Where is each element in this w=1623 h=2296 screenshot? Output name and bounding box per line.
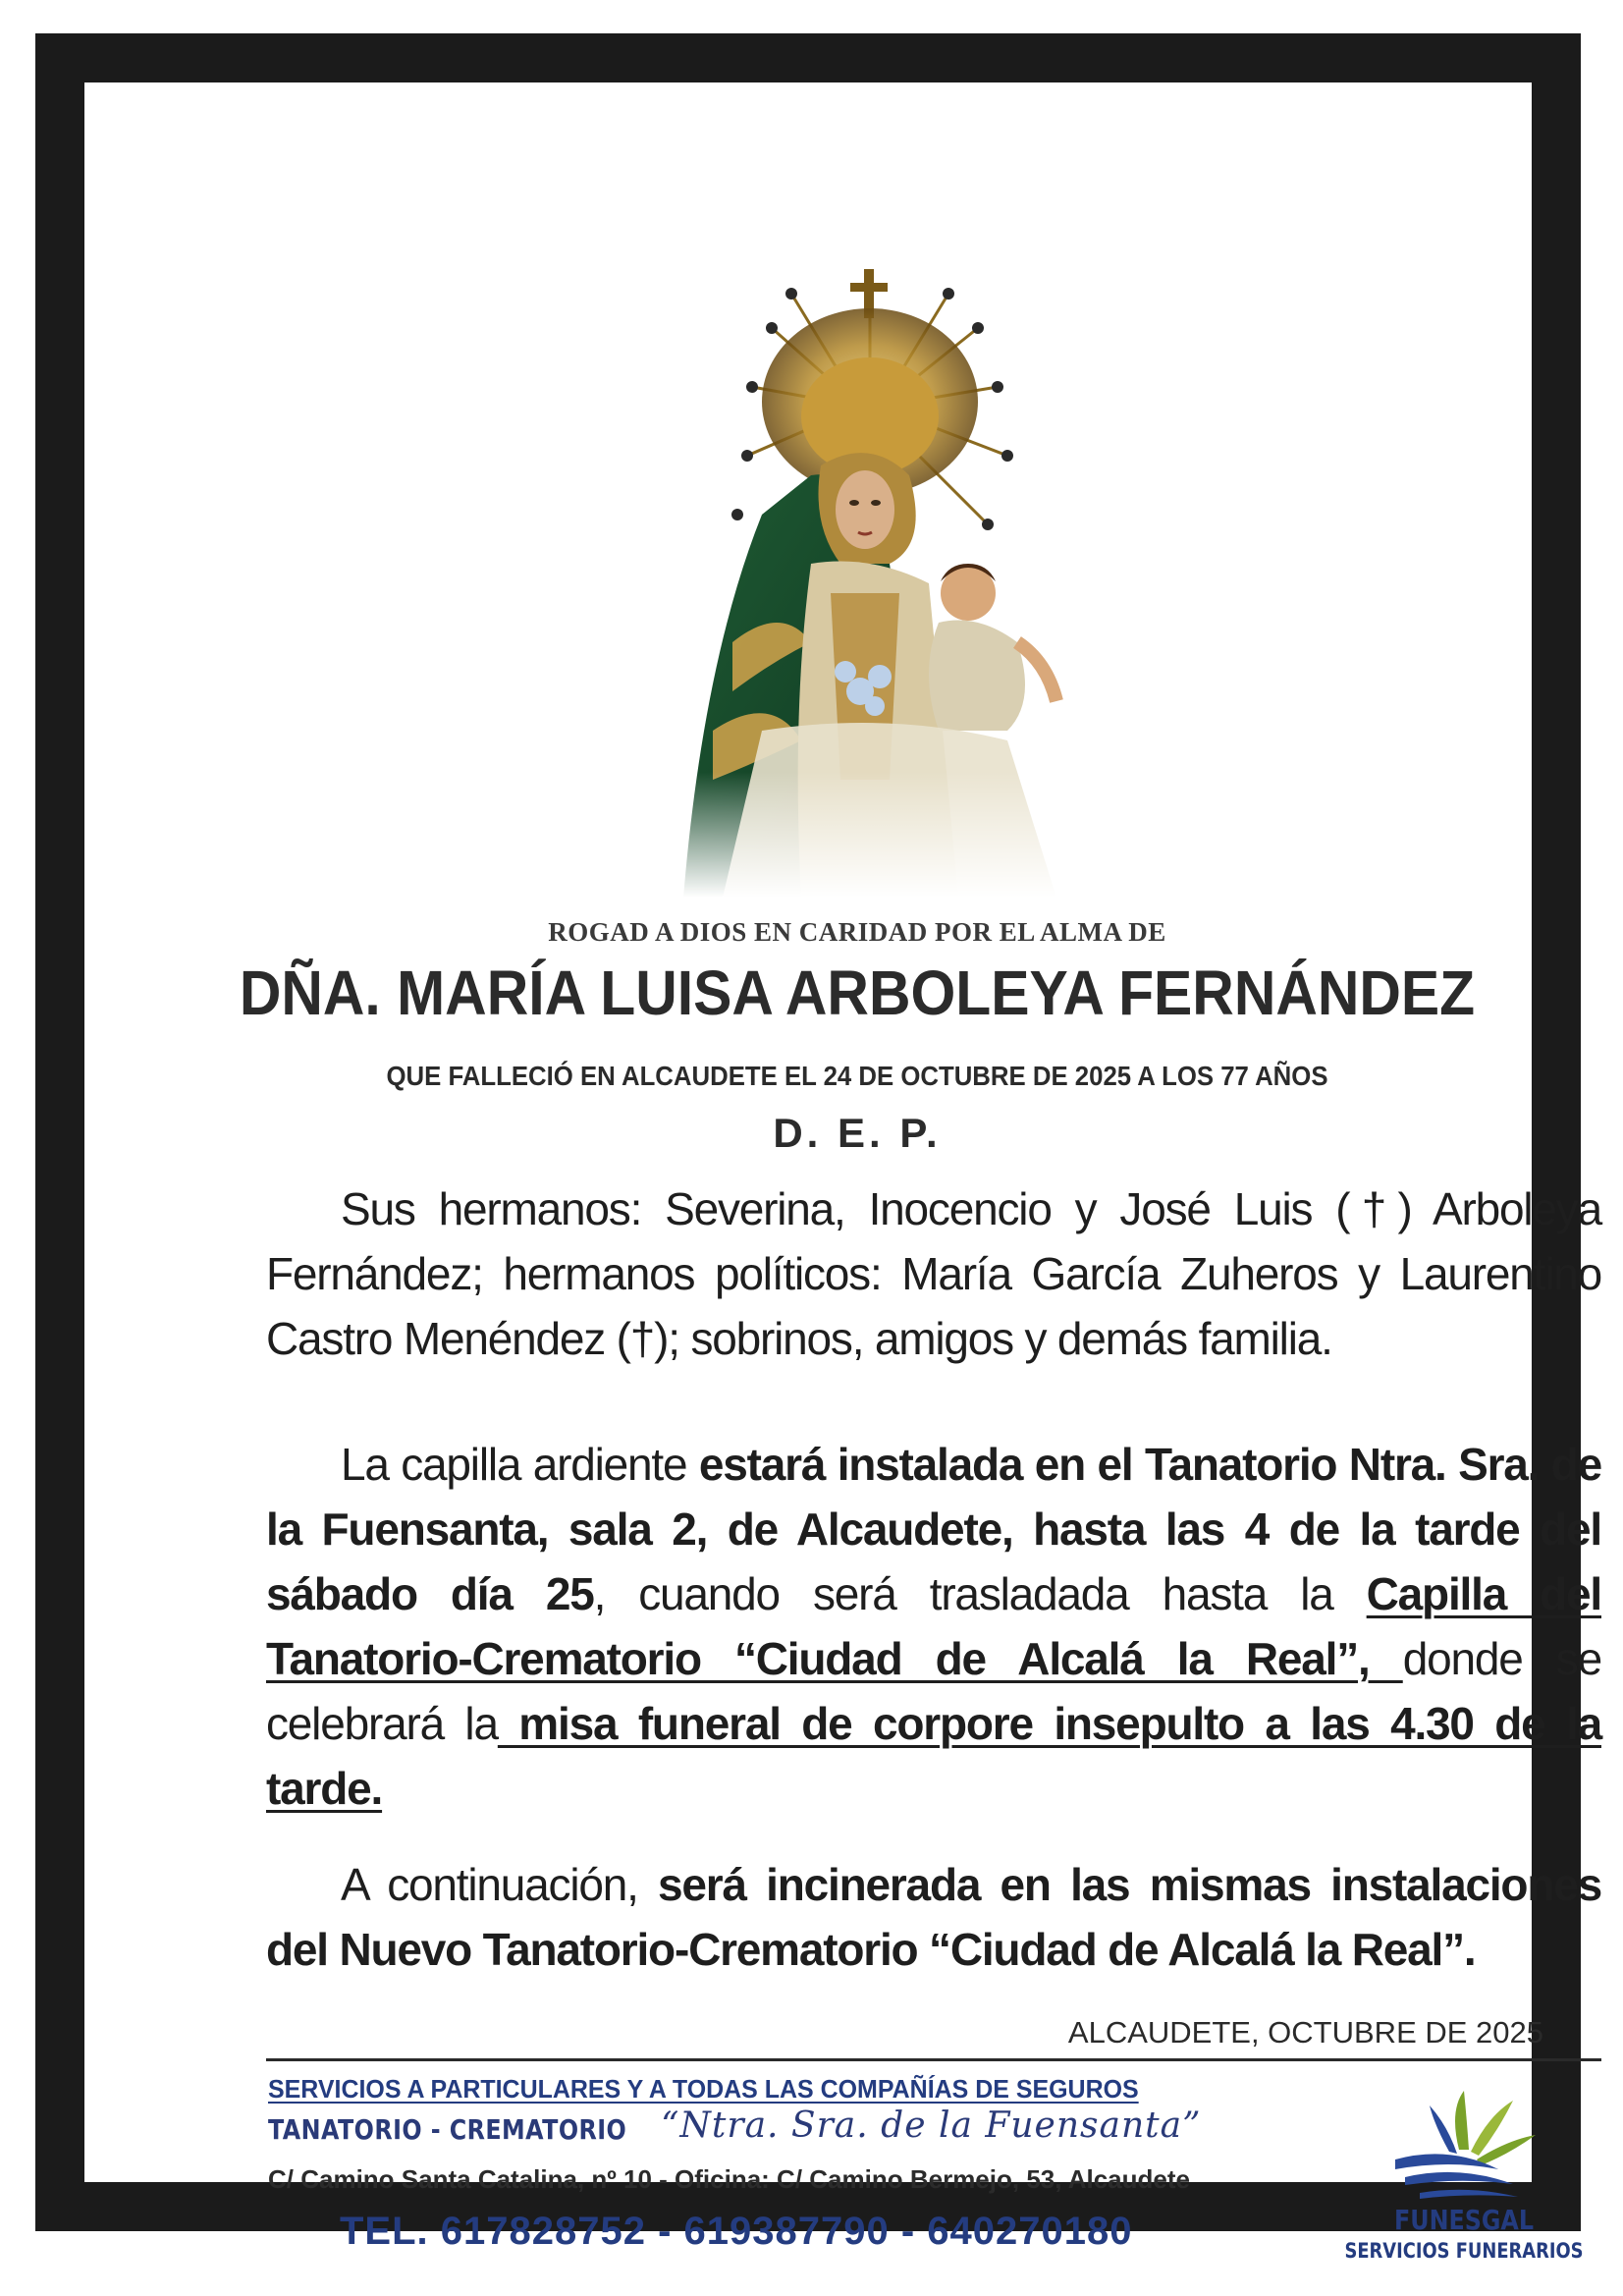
- services-line: SERVICIOS A PARTICULARES Y A TODAS LAS COMPAÑÍAS DE SEGUROS: [268, 2074, 1139, 2104]
- notice-content: [134, 132, 1601, 2263]
- death-details: QUE FALLECIÓ EN ALCAUDETE EL 24 DE OCTUBRE DE 2025 A LOS 77 AÑOS: [386, 1061, 1328, 1091]
- footer-divider: [266, 2058, 1601, 2061]
- chapel-paragraph: [266, 1432, 1601, 1821]
- virgin-with-child-image: [644, 269, 1135, 898]
- family-text: Sus hermanos: Severina, Inocencio y José Luis (†) Arboleya Fernández; hermanos políticos: María García Zuheros y Laurentino Castro Menéndez (†); sobrinos, amigos y demás familia.: [266, 1183, 1601, 1364]
- dateline: ALCAUDETE, OCTUBRE DE 2025: [1067, 2015, 1543, 2050]
- chapel-text-a: La capilla ardiente: [341, 1439, 699, 1490]
- chapel-text-f: misa funeral de corpore insepulto a las 4.30 de la tarde.: [266, 1698, 1601, 1814]
- tanatorio-label: TANATORIO - CREMATORIO: [268, 2113, 627, 2146]
- cremation-text-a: A continuación,: [341, 1859, 658, 1910]
- funesgal-logo-icon: [1390, 2091, 1538, 2199]
- prayer-request: ROGAD A DIOS EN CARIDAD POR EL ALMA DE: [548, 917, 1166, 947]
- mourning-frame: [35, 33, 1601, 2263]
- rest-in-peace: D. E. P.: [773, 1110, 942, 1156]
- chapel-text-e: donde se celebrará la: [266, 1633, 1601, 1749]
- cremation-paragraph: [266, 1852, 1601, 1982]
- brand-tagline: SERVICIOS FUNERARIOS: [1344, 2239, 1584, 2263]
- deceased-name: DÑA. MARÍA LUISA ARBOLEYA FERNÁNDEZ: [239, 957, 1476, 1028]
- tanatorio-script-name: “Ntra. Sra. de la Fuensanta”: [661, 2105, 1202, 2146]
- phone-line: TEL. 617828752 - 619387790 - 640270180: [340, 2210, 1133, 2253]
- address-line: C/ Camino Santa Catalina, nº 10 - Oficina: C/ Camino Bermejo, 53, Alcaudete: [268, 2164, 1190, 2194]
- family-paragraph: [266, 1176, 1601, 1371]
- cremation-text-b: será incinerada en las mismas instalaciones del Nuevo Tanatorio-Crematorio “Ciudad de Alcalá la Real”.: [266, 1859, 1601, 1975]
- brand-name: FUNESGAL: [1393, 2204, 1535, 2236]
- chapel-text-b: estará instalada en el Tanatorio Ntra. Sra. de la Fuensanta, sala 2, de Alcaudete, hasta las 4 de la tarde del sábado día 25: [266, 1439, 1601, 1619]
- tanatorio-line: [268, 2105, 1202, 2146]
- chapel-text-c: , cuando será trasladada hasta la: [593, 1568, 1367, 1619]
- chapel-text-d: Capilla del Tanatorio-Crematorio “Ciudad de Alcalá la Real”,: [266, 1568, 1601, 1684]
